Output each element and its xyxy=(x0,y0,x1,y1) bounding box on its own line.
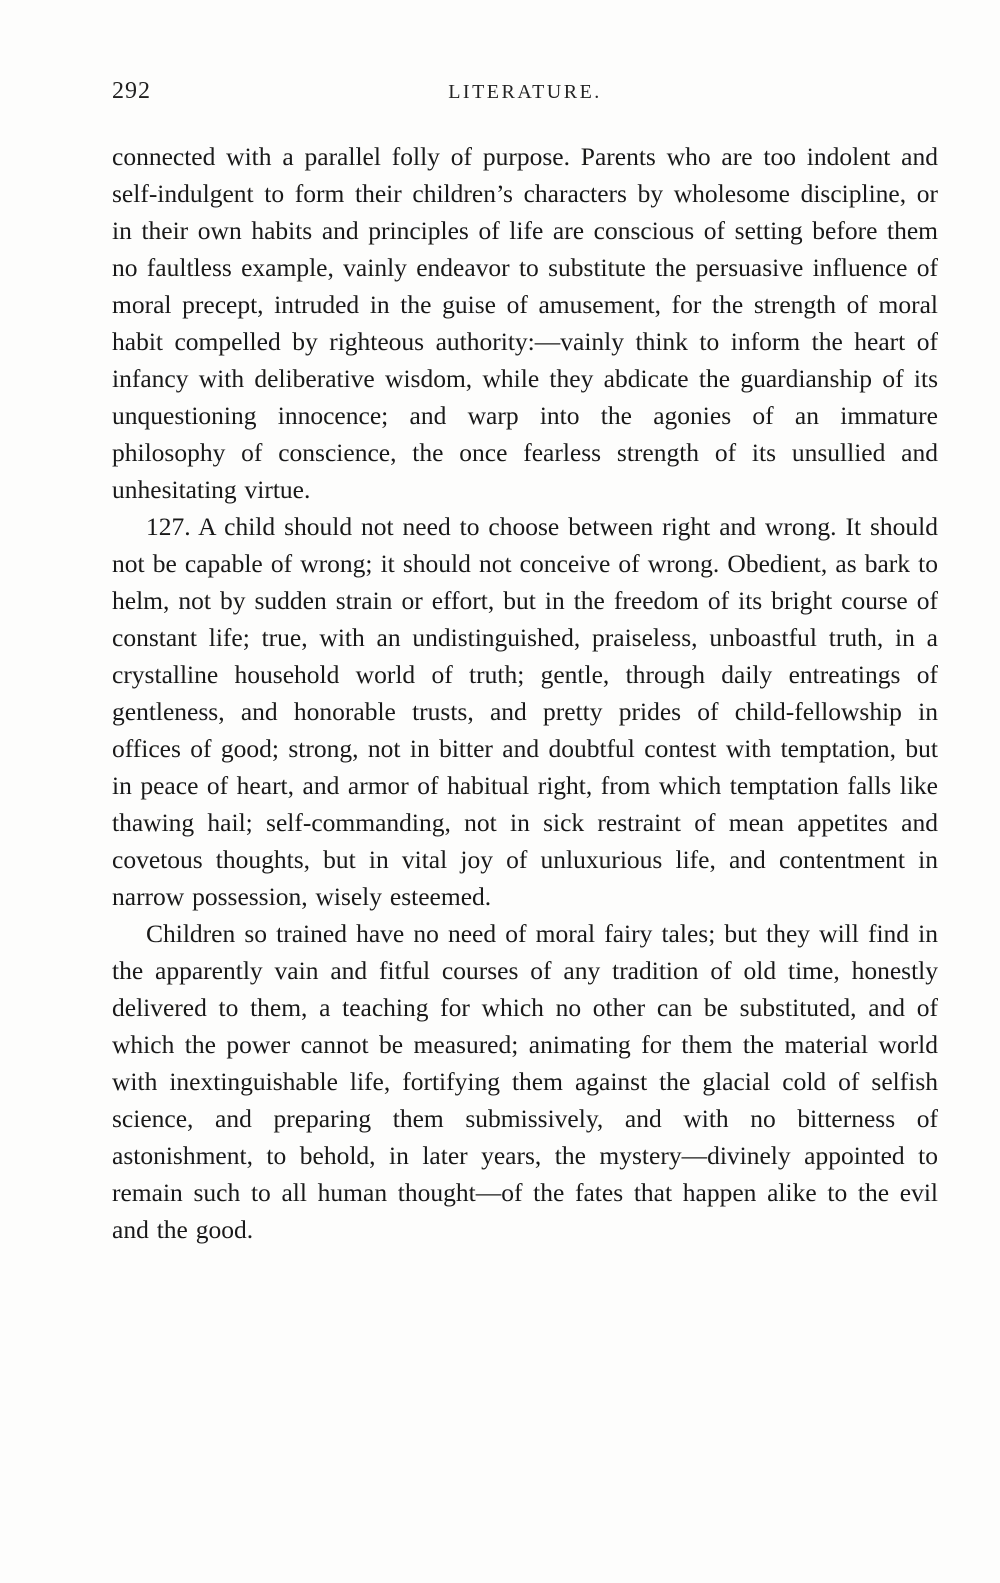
paragraph-section-127: 127. A child should not need to choose between right and wrong. It should not be capable of wrong; it should not conceive of wrong. Obedient, as bark to helm, not by sudden strain or effort, but in the freedom of its bright course of constant life; true, with an undistinguished, praiseless, unboastful truth, in a crystalline household world of truth; gentle, through daily entreatings of gentleness, and honorable trusts, and pretty prides of child-fellowship in offices of good; strong, not in bitter and doubtful contest with temptation, but in peace of heart, and armor of habitual right, from which temptation falls like thawing hail; self-commanding, not in sick restraint of mean appetites and covetous thoughts, but in vital joy of unluxurious life, and contentment in narrow possession, wisely esteemed. xyxy=(112,512,938,911)
page-number: 292 xyxy=(112,78,151,104)
paragraph-continuation: connected with a parallel folly of purpose. Parents who are too indolent and self-indulgent to form their children’s characters by wholesome discipline, or in their own habits and principles of life are conscious of setting before them no faultless example, vainly endeavor to substitute the persuasive influence of moral precept, intruded in the guise of amusement, for the strength of moral habit compelled by righteous authority:—vainly think to inform the heart of infancy with deliberative wisdom, while they abdicate the guardianship of its unquestioning innocence; and warp into the agonies of an immature philosophy of conscience, the once fearless strength of its unsullied and unhesitating virtue. xyxy=(112,142,938,504)
paragraph-closing: Children so trained have no need of moral fairy tales; but they will find in the apparently vain and fitful courses of any tradition of old time, honestly delivered to them, a teaching for which no other can be substituted, and of which the power cannot be measured; animating for them the material world with inextinguishable life, fortifying them against the glacial cold of selfish science, and preparing them submissively, and with no bitterness of astonishment, to behold, in later years, the mystery—divinely appointed to remain such to all human thought—of the fates that happen alike to the evil and the good. xyxy=(112,919,938,1244)
page-header xyxy=(112,78,938,112)
page-body xyxy=(112,138,938,1248)
running-title: LITERATURE. xyxy=(448,81,602,103)
